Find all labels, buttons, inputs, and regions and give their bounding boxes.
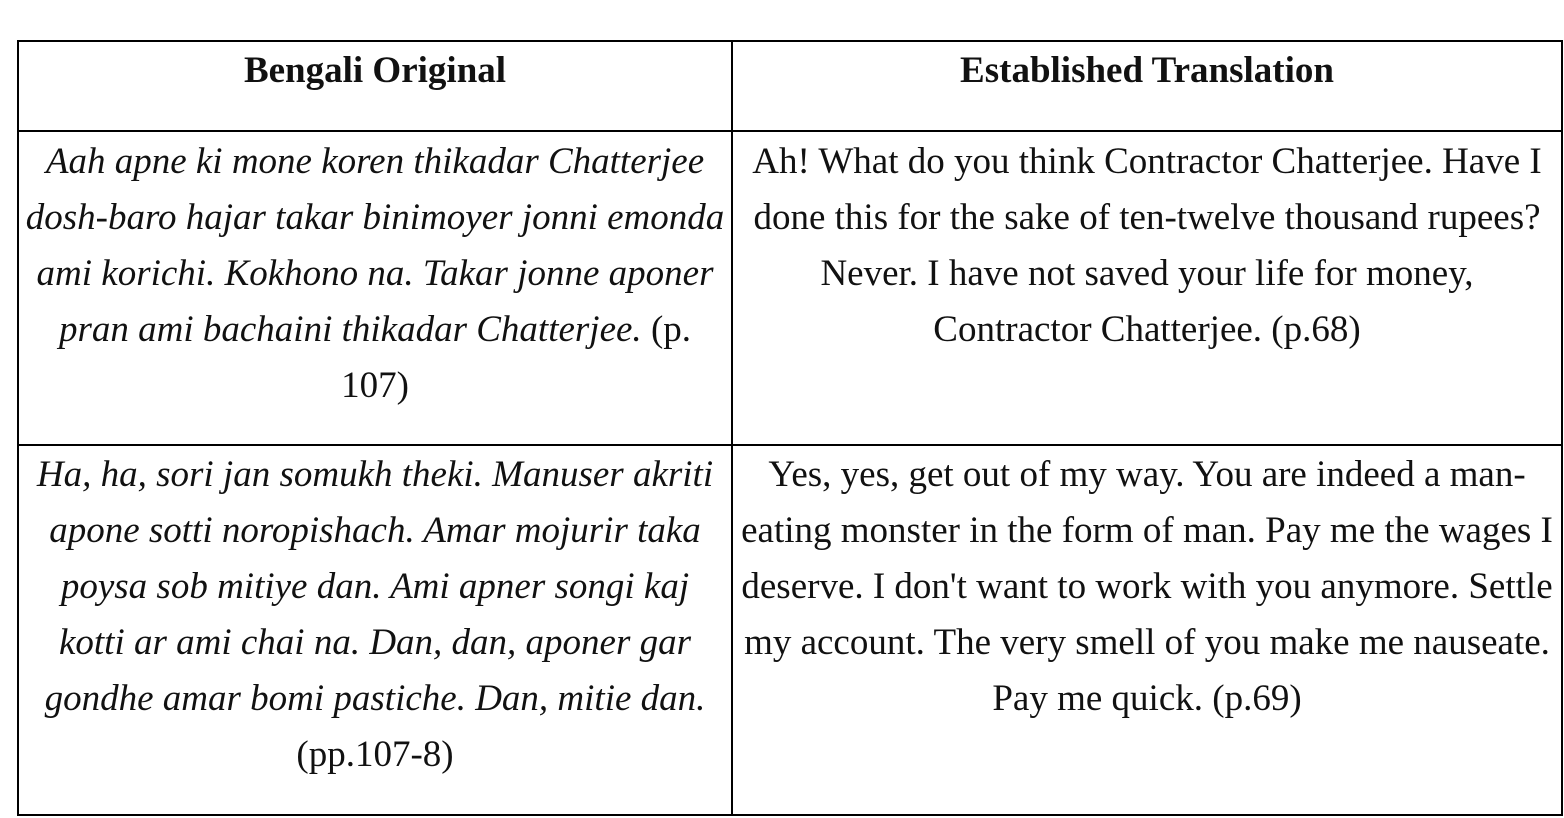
- translation-cell: Yes, yes, get out of my way. You are indeed a man-eating monster in the form of man. Pay me the wages I deserve. I don't want to work with you anymore. Settle my account. The very smell of you make me nauseate. Pay me quick. (p.69): [732, 445, 1562, 815]
- table-row: [18, 131, 1562, 445]
- translation-cell: Ah! What do you think Contractor Chatterjee. Have I done this for the sake of ten-twelve thousand rupees? Never. I have not saved your life for money, Contractor Chatterjee. (p.68): [732, 131, 1562, 445]
- bengali-page-reference: (p. 107): [341, 309, 692, 406]
- bengali-text: Ha, ha, sori jan somukh theki. Manuser akriti apone sotti noropishach. Amar mojurir taka poysa sob mitiye dan. Ami apner songi kaj kotti ar ami chai na. Dan, dan, aponer gar gondhe amar bomi pastiche. Dan, mitie dan.: [36, 454, 714, 719]
- header-bengali-original: Bengali Original: [18, 41, 732, 131]
- bengali-text: Aah apne ki mone koren thikadar Chatterjee dosh-baro hajar takar binimoyer jonni emonda ami korichi. Kokhono na. Takar jonne aponer pran ami bachaini thikadar Chatterjee.: [25, 141, 725, 350]
- bengali-page-reference: (pp.107-8): [296, 734, 454, 775]
- bengali-cell: [18, 131, 732, 445]
- bengali-cell: [18, 445, 732, 815]
- translation-comparison-table: [17, 40, 1563, 816]
- header-established-translation: Established Translation: [732, 41, 1562, 131]
- header-row: [18, 41, 1562, 131]
- table-row: [18, 445, 1562, 815]
